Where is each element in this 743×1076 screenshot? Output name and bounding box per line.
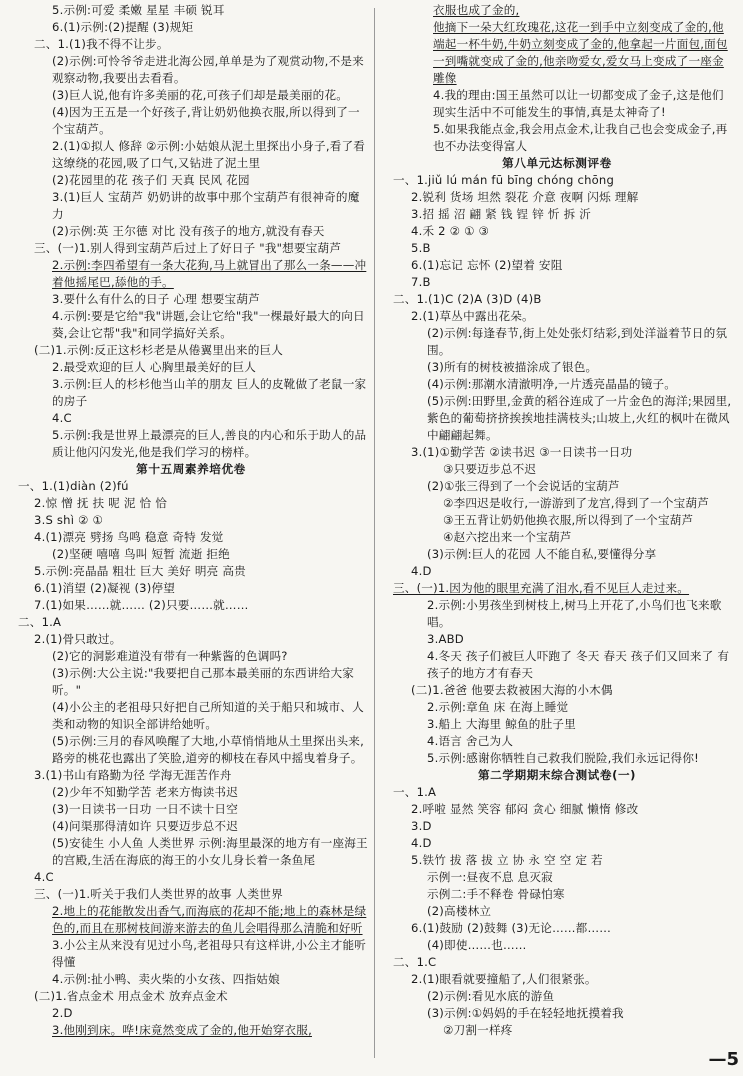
answer-line: 二、1.(1)C (2)A (3)D (4)B	[393, 292, 542, 306]
answer-line: 一、1.A	[393, 785, 437, 799]
answer-line: 2.(1)眼看就要撞船了,人们很紧张。	[411, 972, 597, 986]
answer-line: 示例二:手不释卷 骨碌怕寒	[427, 887, 565, 901]
answer-line: 5.示例:感谢你牺牲自己救我们脱险,我们永远记得你!	[427, 751, 699, 765]
answer-line: (2)示例:可怜爷爷走进北海公园,单单是为了观赏动物,不是来观察动物,我要出去看看。	[52, 54, 364, 85]
answer-line: (2)花园里的花 孩子们 天真 民风 花园	[52, 173, 250, 187]
answer-line: (2)高楼林立	[427, 904, 492, 918]
answer-line: 4.禾 2 ② ① ③	[411, 224, 490, 238]
answer-line: (二)1.爸爸 他要去救被困大海的小木偶	[411, 683, 613, 697]
answer-line: 4.C	[52, 411, 72, 425]
answer-line: 3.(1)巨人 宝葫芦 奶奶讲的故事中那个宝葫芦有很神奇的魔力	[52, 190, 360, 221]
answer-line: 3.D	[411, 819, 432, 833]
answer-line: 3.示例:巨人的杉杉他当山羊的朋友 巨人的皮靴做了老鼠一家的房子	[52, 377, 367, 408]
answer-line: (2)坚硬 嘻嘻 鸟叫 短暂 流逝 拒绝	[52, 547, 230, 561]
answer-line: 4.示例:扯小鸭、卖火柴的小女孩、四指姑娘	[52, 972, 280, 986]
answer-line: 3.船上 大海里 鲸鱼的肚子里	[427, 717, 576, 731]
answer-line: 衣服也成了金的,	[433, 3, 520, 17]
answer-line: 二、1.(1)我不得不让步。	[34, 37, 169, 51]
answer-line: 3.S shì ② ①	[34, 513, 104, 527]
answer-line: (4)因为王五是一个好孩子,背让奶奶他换衣服,所以得到了一个宝葫芦。	[52, 105, 360, 136]
answer-line: ③只要迈步总不迟	[443, 462, 537, 476]
answer-line: 3.(1)①勤学苦 ②读书迟 ③一日读书一日功	[411, 445, 633, 459]
answer-line: 5.铁竹 拔 落 拔 立 协 永 空 空 定 若	[411, 853, 603, 867]
section-heading: 第二学期期末综合测试卷(一)	[477, 768, 637, 782]
answer-line: 5.如果我能点金,我会用点金术,让我自己也会变成金子,再也不办法变得富人	[433, 122, 728, 153]
answer-line: 4.我的理由:国王虽然可以让一切都变成了金子,这是他们现实生活中不可能发生的事情,真是太神奇了!	[433, 88, 724, 119]
column-divider	[374, 8, 375, 1058]
answer-line: 6.(1)示例:(2)提醒 (3)规矩	[52, 20, 194, 34]
answer-line: 5.B	[411, 241, 431, 255]
answer-line: (2)少年不知勤学苦 老来方悔读书迟	[52, 785, 239, 799]
answer-line: 7.B	[411, 275, 431, 289]
answer-line: (3)示例:大公主说:"我要把自己那本最美丽的东西讲给大家听。"	[52, 666, 355, 697]
answer-line: 2.锐利 货场 坦然 裂花 介意 夜啊 闪烁 理解	[411, 190, 639, 204]
answer-line: 4.C	[34, 870, 54, 884]
left-column	[12, 2, 370, 1062]
answer-line: 4.语言 舍己为人	[427, 734, 514, 748]
answer-line: 7.(1)如果……就…… (2)只要……就……	[34, 598, 249, 612]
answer-line: (3)巨人说,他有许多美丽的花,可孩子们却是最美丽的花。	[52, 88, 349, 102]
answer-line: 5.示例:我是世界上最漂亮的巨人,善良的内心和乐于助人的品质让他闪闪发光,他是我们学习的榜样。	[52, 428, 367, 459]
answer-line: 2.示例:小男孩坐到树枝上,树马上开花了,小鸟们也飞来歌唱。	[427, 598, 722, 629]
right-column	[381, 2, 733, 1062]
answer-line: (4)问渠那得清如许 只要迈步总不迟	[52, 819, 239, 833]
answer-line: 一、1.jiǔ lú mán fū bīng chóng chōng	[393, 173, 615, 187]
answer-line: 二、1.A	[18, 615, 62, 629]
answer-line: 2.示例:章鱼 床 在海上睡觉	[427, 700, 569, 714]
answer-line: 6.(1)鼓励 (2)鼓舞 (3)无论……都……	[411, 921, 612, 935]
answer-line: 5.示例:可爱 柔嫩 星星 丰硕 锐耳	[52, 3, 225, 17]
answer-line: (2)示例:英 王尔德 对比 没有孩子的地方,就没有春天	[52, 224, 325, 238]
answer-line: (2)①张三得到了一个会说话的宝葫芦	[427, 479, 620, 493]
answer-line: ②李四迟是收行,一游游到了龙宫,得到了一个宝葫芦	[443, 496, 710, 510]
section-heading: 第十五周素养培优卷	[136, 462, 246, 476]
answer-line: (5)安徒生 小人鱼 人类世界 示例:海里最深的地方有一座海王的宫殿,生活在海底的海王的小女儿身长着一条鱼尾	[52, 836, 368, 867]
answer-line: (二)1.示例:反正这杉杉老是从倦翼里出来的巨人	[34, 343, 284, 357]
answer-line: ②刀割一样疼	[443, 1023, 513, 1037]
answer-line: 3.ABD	[427, 632, 464, 646]
answer-line: 4.(1)漂亮 劈扬 鸟鸣 稳意 奇特 发觉	[34, 530, 224, 544]
answer-line: (3)示例:巨人的花园 人不能自私,要懂得分享	[427, 547, 657, 561]
answer-line: 三、(一)1.听关于我们人类世界的故事 人类世界	[34, 887, 283, 901]
answer-line: 3.(1)书山有路勤为径 学海无涯苦作舟	[34, 768, 232, 782]
answer-line: 4.D	[411, 564, 432, 578]
answer-line: 3.他刚到床。哗!床竟然变成了金的,他开始穿衣服,	[52, 1023, 312, 1037]
section-heading: 第八单元达标测评卷	[502, 156, 612, 170]
answer-line: (4)示例:那潮水清澈明净,一片透亮晶晶的镜子。	[427, 377, 677, 391]
answer-line: (3)一日读书一日功 一日不读十日空	[52, 802, 239, 816]
answer-line: 2.D	[52, 1006, 73, 1020]
answer-line: 3.小公主从来没有见过小鸟,老祖母只有这样讲,小公主才能听得懂	[52, 938, 367, 969]
answer-line: (3)所有的树枝被描涂成了银色。	[427, 360, 598, 374]
answer-line: 3.招 摇 沼 翩 紧 钱 锃 锌 忻 拆 沂	[411, 207, 592, 221]
answer-line: 2.(1)草丛中露出花朵。	[411, 309, 534, 323]
answer-line: (二)1.省点金术 用点金术 放弃点金术	[34, 989, 228, 1003]
answer-line: 4.冬天 孩子们被巨人吓跑了 冬天 春天 孩子们又回来了 有孩子的地方才有春天	[427, 649, 730, 680]
answer-line: 二、1.C	[393, 955, 437, 969]
answer-line: 6.(1)忘记 忘怀 (2)望着 安阻	[411, 258, 563, 272]
answer-line: 2.最受欢迎的巨人 心胸里最美好的巨人	[52, 360, 257, 374]
answer-line: 2.示例:李四希望有一条大花狗,马上就冒出了那么一条——冲着他摇尾巴,舔他的手。	[52, 258, 367, 289]
answer-line: 三、(一)1.因为他的眼里充满了泪水,看不见巨人走过来。	[393, 581, 690, 595]
answer-line: 2.惊 憎 抚 扶 呢 泥 恰 恰	[34, 496, 168, 510]
answer-line: 2.地上的花能散发出香气,而海底的花却不能;地上的森林是绿色的,而且在那树枝间游来游去的鱼儿会唱得那么清脆和好听	[52, 904, 367, 935]
answer-line: 4.D	[411, 836, 432, 850]
answer-line: 4.示例:要是它给"我"讲题,会让它给"我"一棵最好最大的向日葵,会让它帮"我"和同学搞好关系。	[52, 309, 365, 340]
answer-line: (5)示例:三月的春风唤醒了大地,小草悄悄地从土里探出头来,路旁的桃花也露出了笑脸,道旁的柳枝在春风中摇曳着身子。	[52, 734, 364, 765]
answer-line: (5)示例:田野里,金黄的稻谷连成了一片金色的海洋;果园里,紫色的葡萄挤挤挨挨地挂满枝头;山坡上,火红的枫叶在微风中翩翩起舞。	[427, 394, 732, 442]
answer-line: ③王五背让奶奶他换衣服,所以得到了一个宝葫芦	[443, 513, 694, 527]
answer-line: 6.(1)消望 (2)凝视 (3)停望	[34, 581, 176, 595]
answer-line: (2)示例:看见水底的游鱼	[427, 989, 555, 1003]
answer-line: 3.要什么有什么的日子 心理 想要宝葫芦	[52, 292, 260, 306]
answer-line: (2)示例:每逢春节,街上处处张灯结彩,到处洋溢着节日的氛围。	[427, 326, 728, 357]
answer-line: 一、1.(1)diàn (2)fú	[18, 479, 129, 493]
answer-line: (2)它的洞影难道没有带有一种紫酱的色调吗?	[52, 649, 288, 663]
answer-line: 2.(1)①拟人 修辞 ②示例:小姑娘从泥土里探出小身子,看了看这缭绕的花园,吸了口气,又钻进了泥土里	[52, 139, 366, 170]
answer-line: 示例一:昼夜不息 息灭寂	[427, 870, 553, 884]
answer-line: (3)示例:①妈妈的手在轻轻地抚摸着我	[427, 1006, 624, 1020]
answer-line: 三、(一)1.别人得到宝葫芦后过上了好日子 "我"想要宝葫芦	[34, 241, 342, 255]
answer-line: 2.(1)骨只敢过。	[34, 632, 122, 646]
answer-line: 2.呼啦 显然 笑容 郁闷 贪心 细腻 懒惰 修改	[411, 802, 639, 816]
answer-line: ④赵六挖出来一个宝葫芦	[443, 530, 572, 544]
answer-line: (4)即使……也……	[427, 938, 527, 952]
answer-line: 他摘下一朵大红玫瑰花,这花一到手中立刻变成了金的,他端起一杯牛奶,牛奶立刻变成了金的,他拿起一片面包,面包一到嘴就变成了金的,他亲吻爱女,爱女马上变成了一座金雕像	[433, 20, 728, 85]
page-number: —5	[708, 1049, 739, 1070]
answer-line: (4)小公主的老祖母只好把自己所知道的关于船只和城市、人类和动物的知识全部讲给她听。	[52, 700, 364, 731]
answer-line: 5.示例:亮晶晶 粗壮 巨大 美好 明亮 高贵	[34, 564, 246, 578]
